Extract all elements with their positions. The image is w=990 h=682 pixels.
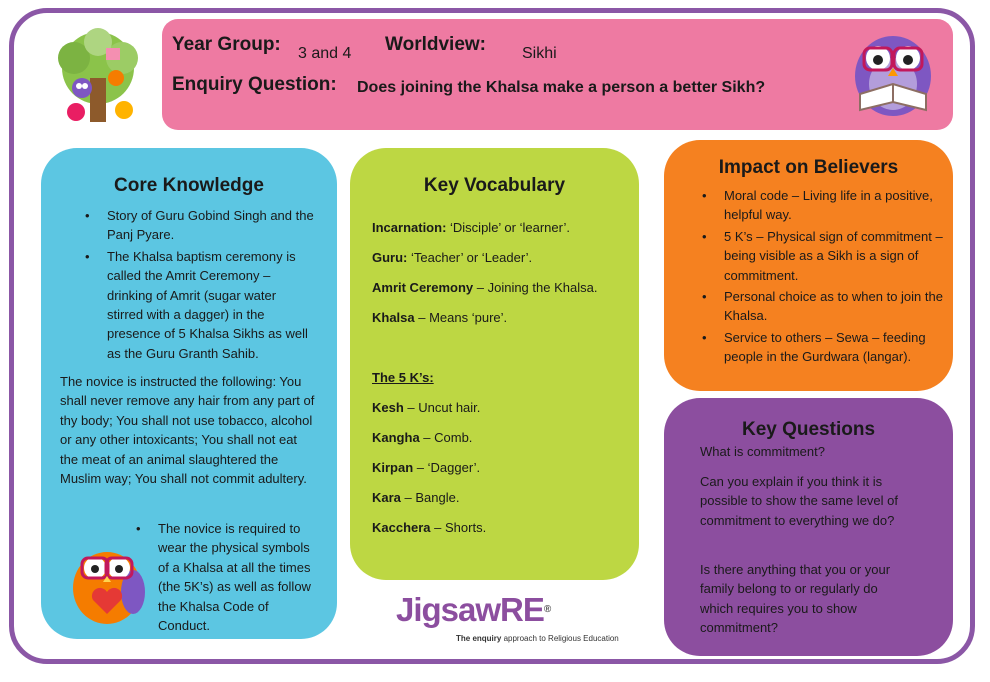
header-banner [162, 19, 953, 130]
core-bullet: • The novice is required to wear the physical symbols of a Khalsa at all the times (the 5K’s) as well as follow the Khalsa Code of Conduct. [136, 521, 311, 634]
vocab-item: Khalsa – Means ‘pure’. [372, 310, 508, 325]
key-vocabulary-panel [350, 148, 639, 580]
vocab-item: Kacchera – Shorts. [372, 520, 487, 535]
key-vocabulary-title: Key Vocabulary [423, 175, 566, 196]
enquiry-label: Enquiry Question: [172, 74, 337, 95]
worldview-label: Worldview: [385, 34, 486, 55]
jigsaw-re-logo [396, 590, 619, 650]
vocab-item: Kesh – Uncut hair. [372, 400, 481, 415]
key-question: Is there anything that you or your family belong to or regularly do which requires you to show commitment? [700, 562, 891, 636]
tree-owls-illustration [52, 28, 144, 126]
core-knowledge-title: Core Knowledge [114, 175, 264, 196]
impact-bullet: • Personal choice as to when to join the Khalsa. [702, 289, 943, 324]
core-novice-paragraph: The novice is instructed the following: You shall never remove any hair from any part of thy body; You shall not use tobacco, alcohol or any other intoxicants; You shall not eat the meat of an animal slaughtered the Muslim way; You shall not commit adultery. [60, 374, 315, 487]
impact-panel [664, 140, 953, 391]
key-question: What is commitment? [700, 444, 825, 459]
key-questions-title: Key Questions [741, 419, 876, 440]
impact-bullet: • Moral code – Living life in a positive, helpful way. [702, 188, 933, 223]
vocab-item: Kara – Bangle. [372, 490, 460, 505]
five-ks-heading: The 5 K’s: [372, 370, 434, 385]
impact-bullet: • 5 K’s – Physical sign of commitment – being visible as a Sikh is a sign of commitment. [702, 228, 943, 283]
worldview-value: Sikhi [522, 45, 557, 62]
reading-owl-illustration [838, 24, 948, 122]
impact-title: Impact on Believers [718, 157, 899, 178]
year-group-value: 3 and 4 [298, 45, 352, 62]
vocab-item: Guru: ‘Teacher’ or ‘Leader’. [372, 250, 533, 265]
key-questions-panel [664, 398, 953, 656]
vocab-item: Amrit Ceremony – Joining the Khalsa. [372, 280, 598, 295]
jigsaw-re-wordmark: JigsawRE® [396, 591, 551, 628]
core-bullet: • The Khalsa baptism ceremony is called the Amrit Ceremony – drinking of Amrit (sugar water stirred with a dagger) in the presence of 5 Khalsa Sikhs as well as the Guru Granth Sahib. [85, 248, 308, 361]
impact-bullet: • Service to others – Sewa – feeding people in the Gurdwara (langar). [702, 329, 926, 365]
vocab-item: Incarnation: ‘Disciple’ or ‘learner’. [372, 220, 570, 235]
heart-owl-illustration [63, 538, 155, 628]
core-knowledge-panel [41, 148, 337, 639]
vocab-item: Kirpan – ‘Dagger’. [372, 460, 481, 475]
core-bullet: • Story of Guru Gobind Singh and the Panj Pyare. [85, 208, 314, 243]
key-question: Can you explain if you think it is possible to show the same level of commitment to everything we do? [700, 474, 898, 528]
jigsaw-re-tagline: The enquiry approach to Religious Education [456, 634, 619, 643]
enquiry-question: Does joining the Khalsa make a person a better Sikh? [357, 79, 766, 96]
vocab-item: Kangha – Comb. [372, 430, 473, 445]
year-group-label: Year Group: [172, 34, 281, 55]
